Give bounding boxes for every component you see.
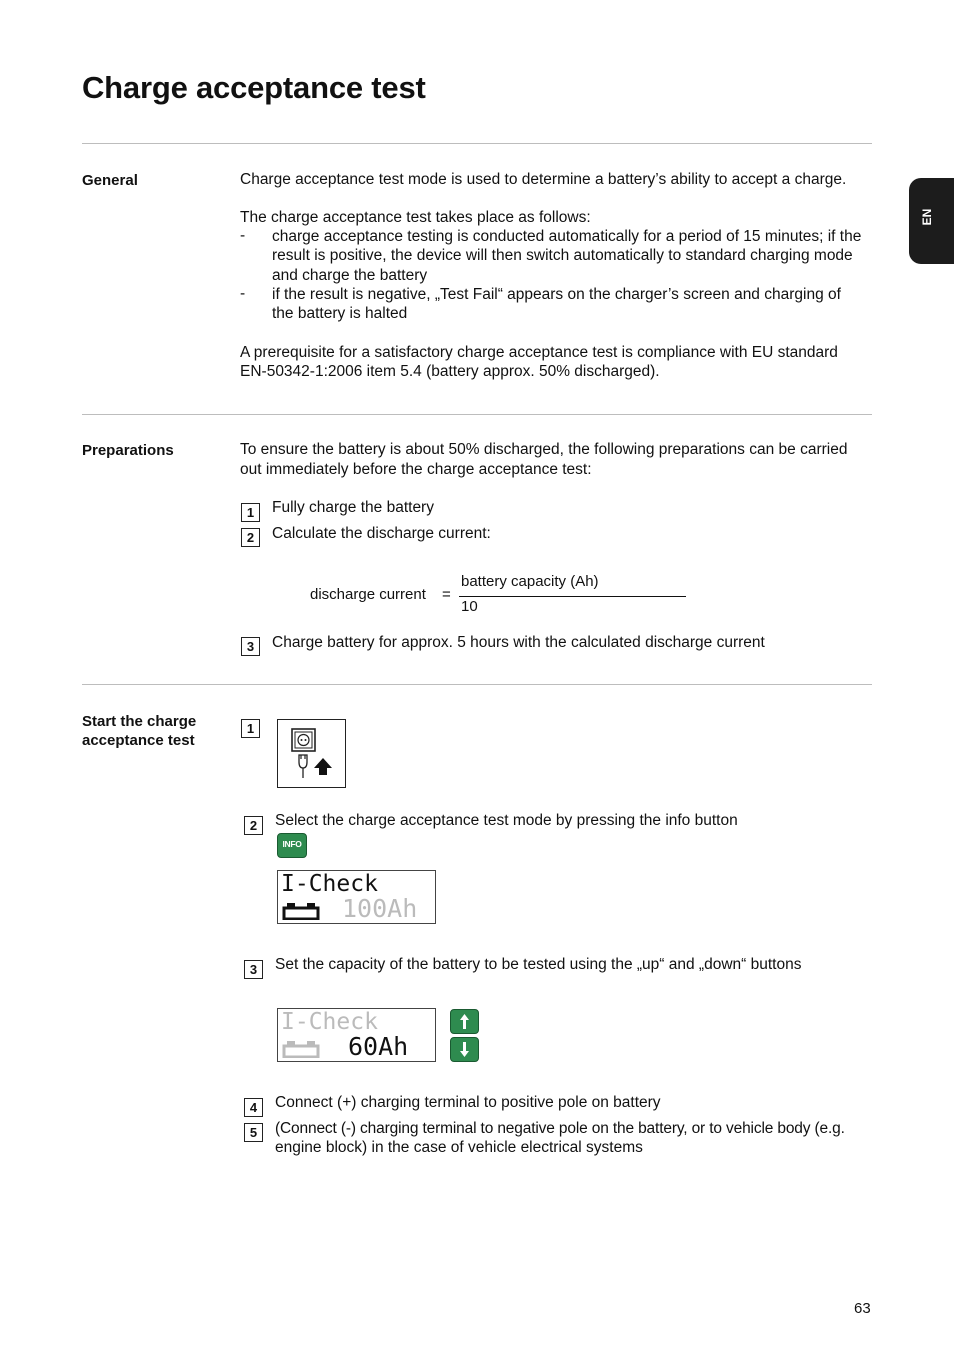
lcd-display-100ah — [277, 870, 436, 924]
formula-numerator: battery capacity (Ah) — [461, 573, 599, 590]
language-tab-label: EN — [920, 208, 934, 226]
section-label-start-line-1: Start the charge — [82, 713, 197, 730]
bullet-1-line-3: and charge the battery — [272, 267, 428, 284]
lcd-line-2: 60Ah — [348, 1032, 409, 1061]
general-paragraph-2: The charge acceptance test takes place as follows: — [240, 209, 591, 226]
formula-equals: = — [442, 586, 451, 603]
step-text: Connect (+) charging terminal to positive pole on battery — [275, 1094, 661, 1111]
lcd-line-2: 100Ah — [342, 894, 418, 923]
up-button[interactable] — [450, 1009, 479, 1034]
step-number: 5 — [244, 1123, 263, 1142]
battery-icon — [282, 1040, 320, 1063]
bullet-2-line-2: the battery is halted — [272, 305, 408, 322]
step-number: 3 — [241, 637, 260, 656]
formula-lhs: discharge current — [310, 586, 426, 603]
down-button[interactable] — [450, 1037, 479, 1062]
fraction-bar — [459, 596, 686, 597]
step-text: Calculate the discharge current: — [272, 525, 491, 542]
bullet-1-line-2: result is positive, the device will then switch automatically to standard charging mode — [272, 247, 853, 264]
preparations-intro-line-1: To ensure the battery is about 50% discharged, the following preparations can be carried — [240, 441, 848, 458]
step-number: 3 — [244, 960, 263, 979]
step-number: 2 — [241, 528, 260, 547]
bullet-dash: - — [240, 227, 246, 244]
formula-denominator: 10 — [461, 598, 478, 615]
language-tab — [909, 178, 954, 264]
arrow-up-icon — [451, 1010, 478, 1033]
lcd-line-1: I-Check — [281, 1009, 378, 1035]
step-number: 2 — [244, 816, 263, 835]
step-text: Fully charge the battery — [272, 499, 434, 516]
divider — [82, 684, 872, 685]
step-number: 4 — [244, 1098, 263, 1117]
step-text: Set the capacity of the battery to be tested using the „up“ and „down“ buttons — [275, 956, 802, 973]
info-button-label: INFO — [282, 839, 302, 849]
step-text-line-2: engine block) in the case of vehicle electrical systems — [275, 1139, 643, 1156]
page-number: 63 — [854, 1300, 871, 1317]
battery-icon — [282, 902, 320, 925]
plug-in-icon — [277, 719, 346, 788]
general-paragraph-3-line-2: EN-50342-1:2006 item 5.4 (battery approx. 50% discharged). — [240, 363, 660, 380]
section-label-start-line-2: acceptance test — [82, 732, 195, 749]
general-paragraph-3-line-1: A prerequisite for a satisfactory charge acceptance test is compliance with EU standard — [240, 344, 838, 361]
lcd-display-60ah — [277, 1008, 436, 1062]
bullet-dash: - — [240, 285, 246, 302]
lcd-line-1: I-Check — [281, 871, 378, 897]
section-label-preparations: Preparations — [82, 442, 174, 459]
section-label-general: General — [82, 172, 138, 189]
step-text-line-1: (Connect (-) charging terminal to negative pole on the battery, or to vehicle body (e.g. — [275, 1120, 845, 1137]
page-title: Charge acceptance test — [82, 70, 426, 105]
bullet-1-line-1: charge acceptance testing is conducted automatically for a period of 15 minutes; if the — [272, 228, 862, 245]
divider — [82, 414, 872, 415]
step-number: 1 — [241, 503, 260, 522]
step-text: Select the charge acceptance test mode by pressing the info button — [275, 812, 738, 829]
general-paragraph-1: Charge acceptance test mode is used to determine a battery’s ability to accept a charge. — [240, 171, 847, 188]
bullet-2-line-1: if the result is negative, „Test Fail“ appears on the charger’s screen and charging of — [272, 286, 841, 303]
step-text: Charge battery for approx. 5 hours with the calculated discharge current — [272, 634, 765, 651]
divider — [82, 143, 872, 144]
info-button[interactable] — [277, 833, 307, 858]
arrow-down-icon — [451, 1038, 478, 1061]
preparations-intro-line-2: out immediately before the charge acceptance test: — [240, 461, 592, 478]
step-number: 1 — [241, 719, 260, 738]
